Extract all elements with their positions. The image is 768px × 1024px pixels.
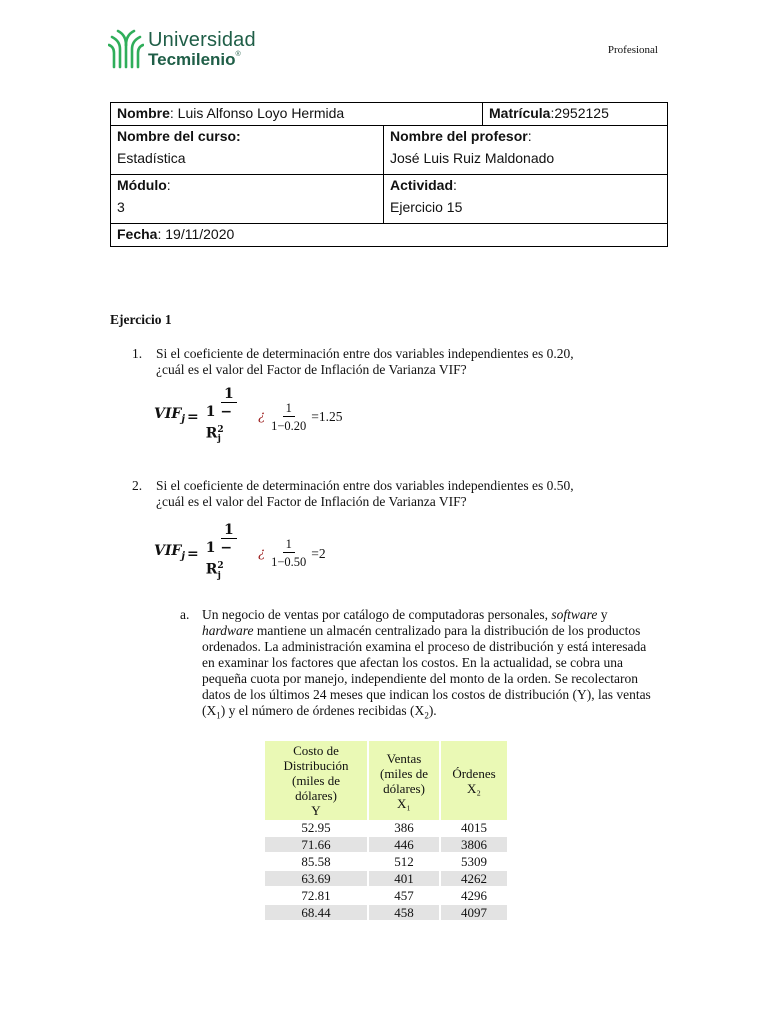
- question-1: 1. Si el coeficiente de determinación entre dos variables independientes es 0.20, ¿cuál es el valor del Factor de Inflación de Varianza VIF?: [132, 346, 574, 377]
- modulo-cell: Módulo: 3: [111, 175, 384, 224]
- logo-line1: Universidad: [148, 29, 256, 51]
- table-row: 85.58 512 5309: [265, 853, 507, 870]
- matricula-cell: Matrícula:2952125: [483, 103, 668, 126]
- university-logo: [108, 28, 256, 70]
- question-2: 2. Si el coeficiente de determinación entre dos variables independientes es 0.50, ¿cuál es el valor del Factor de Inflación de Varianza VIF?: [132, 478, 574, 510]
- table-row: 63.69 401 4262: [265, 870, 507, 887]
- distribution-data-table: [265, 741, 507, 922]
- col-header-ventas: Ventas (miles de dólares) X₁: [368, 741, 440, 820]
- logo-line2: Tecmilenio®: [148, 50, 241, 69]
- tecmilenio-leaf-icon: [108, 29, 144, 69]
- table-row: 71.66 446 3806: [265, 836, 507, 853]
- profesor-cell: Nombre del profesor: José Luis Ruiz Maldonado: [384, 126, 668, 175]
- actividad-cell: Actividad: Ejercicio 15: [384, 175, 668, 224]
- formula-1: $VIF_j$ = $\frac{1}{1 - R^2_j}$ ¿ $\frac{1}{1-0.20}$ =1.25: [154, 386, 343, 445]
- table-row: 68.44 458 4097: [265, 904, 507, 921]
- table-row: 72.81 457 4296: [265, 887, 507, 904]
- col-header-ordenes: Órdenes X₂: [440, 741, 507, 820]
- header-profesional: Profesional: [607, 44, 658, 56]
- curso-cell: Nombre del curso: Estadística: [111, 126, 384, 175]
- exercise-content: [110, 312, 670, 724]
- exercise-title: Ejercicio 1: [110, 312, 172, 327]
- student-info-table: [110, 102, 668, 247]
- sub-question-a: a. Un negocio de ventas por catálogo de computadoras personales, software y hardware mantiene un almacén centralizado para la distribución de los productos ordenados. La administración examina el proceso de distribución y está interesada en examinar los factores que afectan los costos. En la actualidad, se cobra una pequeña cuota por manejo, independiente del monto de la orden. Se recolectaron datos de los últimos 24 meses que indican los costos de distribución (Y), las ventas $(X_1)$ y el número de órdenes recibidas $(X_2)$.: [180, 606, 651, 721]
- fecha-cell: Fecha: 19/11/2020: [111, 224, 668, 247]
- formula-2: $VIF_j$ = $\frac{1}{1 - R^2_j}$ ¿ $\frac{1}{1-0.50}$ =2: [154, 522, 326, 581]
- nombre-cell: Nombre: Luis Alfonso Loyo Hermida: [111, 103, 483, 126]
- col-header-costo: Costo de Distribución (miles de dólares) Y: [265, 741, 368, 820]
- table-row: 52.95 386 4015: [265, 820, 507, 836]
